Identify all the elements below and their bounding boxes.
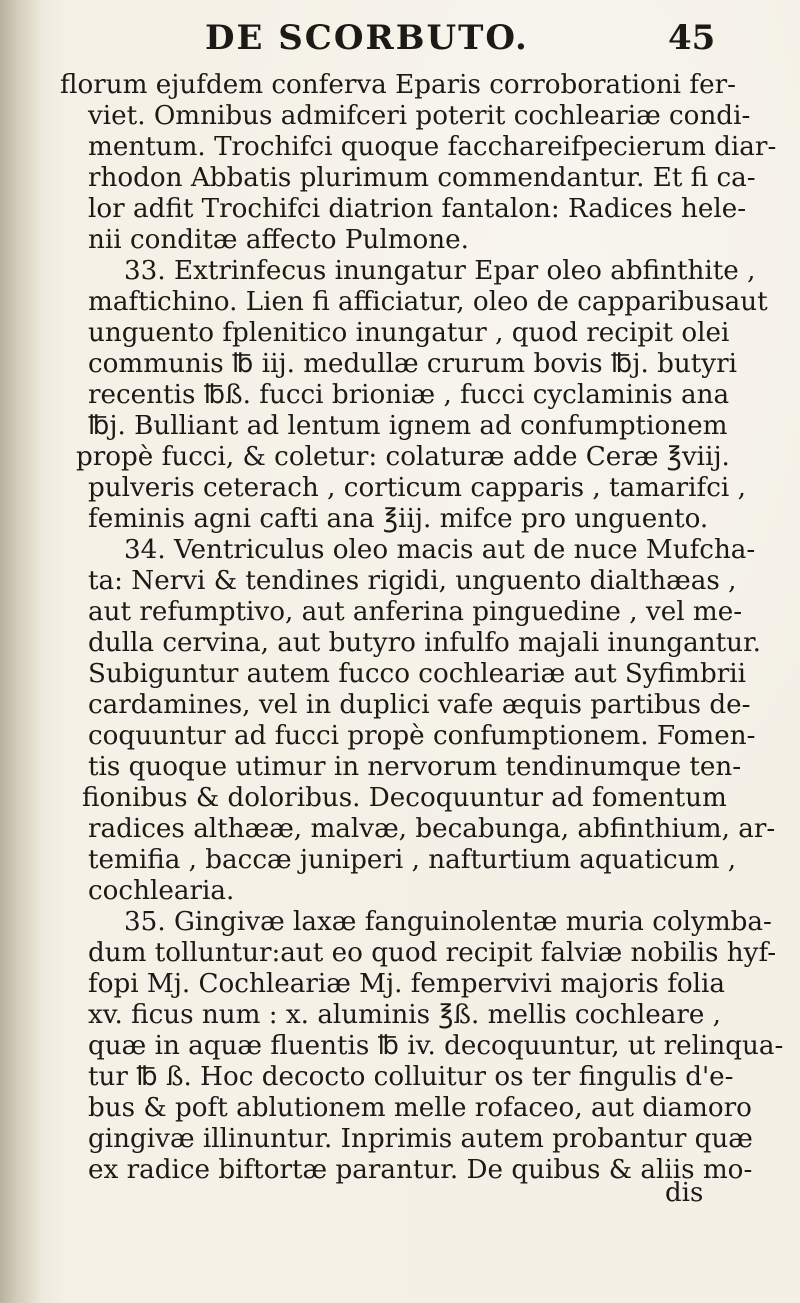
text-line-14: pulveris ceterach , corticum capparis , tamarifci , [88,473,746,503]
text-line-22: coquuntur ad fucci propè confumptionem. Fomen- [88,721,756,751]
text-line-32: quæ in aquæ fluentis ℔ iv. decoquuntur, ut relinqua- [88,1031,784,1061]
text-line-8: maftichino. Lien fi afficiatur, oleo de capparibusaut [88,287,768,317]
text-line-2: viet. Omnibus admifceri poterit cochleariæ condi- [88,101,751,131]
text-line-19: dulla cervina, aut butyro infulfo majali inungantur. [88,628,761,658]
catchword: dis [665,1178,704,1208]
text-line-29: dum tolluntur:aut eo quod recipit falviæ nobilis hyf- [88,938,777,968]
text-line-16: 34. Ventriculus oleo macis aut de nuce Mufcha- [124,535,756,565]
text-line-36: ex radice biftortæ parantur. De quibus & aliis mo- [88,1155,753,1185]
text-line-31: xv. ficus num : x. aluminis ℥ß. mellis cochleare , [88,1000,721,1030]
text-line-35: gingivæ illinuntur. Inprimis autem probantur quæ [88,1124,753,1154]
text-line-5: lor adfit Trochifci diatrion fantalon: Radices hele- [88,194,747,224]
text-line-18: aut refumptivo, aut anferina pinguedine , vel me- [88,597,743,627]
text-line-24: fionibus & doloribus. Decoquuntur ad fomentum [82,783,727,813]
text-line-13: propè fucci, & coletur: colaturæ adde Ceræ ℥viij. [76,442,730,472]
text-line-12: ℔j. Bulliant ad lentum ignem ad confumptionem [88,411,728,441]
page-header [0,18,800,70]
text-line-20: Subiguntur autem fucco cochleariæ aut Syfimbrii [88,659,746,689]
text-line-4: rhodon Abbatis plurimum commendantur. Et fi ca- [88,163,756,193]
text-line-21: cardamines, vel in duplici vafe æquis partibus de- [88,690,751,720]
text-line-30: fopi Mj. Cochleariæ Mj. fempervivi majoris folia [88,969,726,999]
text-line-33: tur ℔ ß. Hoc decocto colluitur os ter fingulis d'e- [88,1062,734,1092]
text-line-28: 35. Gingivæ laxæ fanguinolentæ muria colymba- [124,907,772,937]
text-line-10: communis ℔ iij. medullæ crurum bovis ℔j. butyri [88,349,737,379]
text-line-6: nii conditæ affecto Pulmone. [88,225,469,255]
text-line-1: florum ejufdem conferva Eparis corroborationi fer- [60,70,736,100]
running-head: DE SCORBUTO. [205,18,529,58]
main-text-block [52,68,784,1208]
text-line-34: bus & poft ablutionem melle rofaceo, aut diamoro [88,1093,752,1123]
text-line-23: tis quoque utimur in nervorum tendinumque ten- [88,752,742,782]
page-gutter-shadow [0,0,42,1303]
text-line-15: feminis agni cafti ana ℥iij. mifce pro unguento. [88,504,709,534]
text-line-9: unguento fplenitico inungatur , quod recipit olei [88,318,730,348]
text-line-17: ta: Nervi & tendines rigidi, unguento dialthæas , [88,566,737,596]
text-line-27: cochlearia. [88,876,235,906]
text-line-11: recentis ℔ß. fucci brioniæ , fucci cyclaminis ana [88,380,730,410]
text-line-3: mentum. Trochifci quoque facchareifpecierum diar- [88,132,777,162]
text-line-7: 33. Extrinfecus inungatur Epar oleo abfinthite , [124,256,756,286]
page-number: 45 [668,18,716,58]
text-line-25: radices althææ, malvæ, becabunga, abfinthium, ar- [88,814,776,844]
text-line-26: temifia , baccæ juniperi , nafturtium aquaticum , [88,845,737,875]
